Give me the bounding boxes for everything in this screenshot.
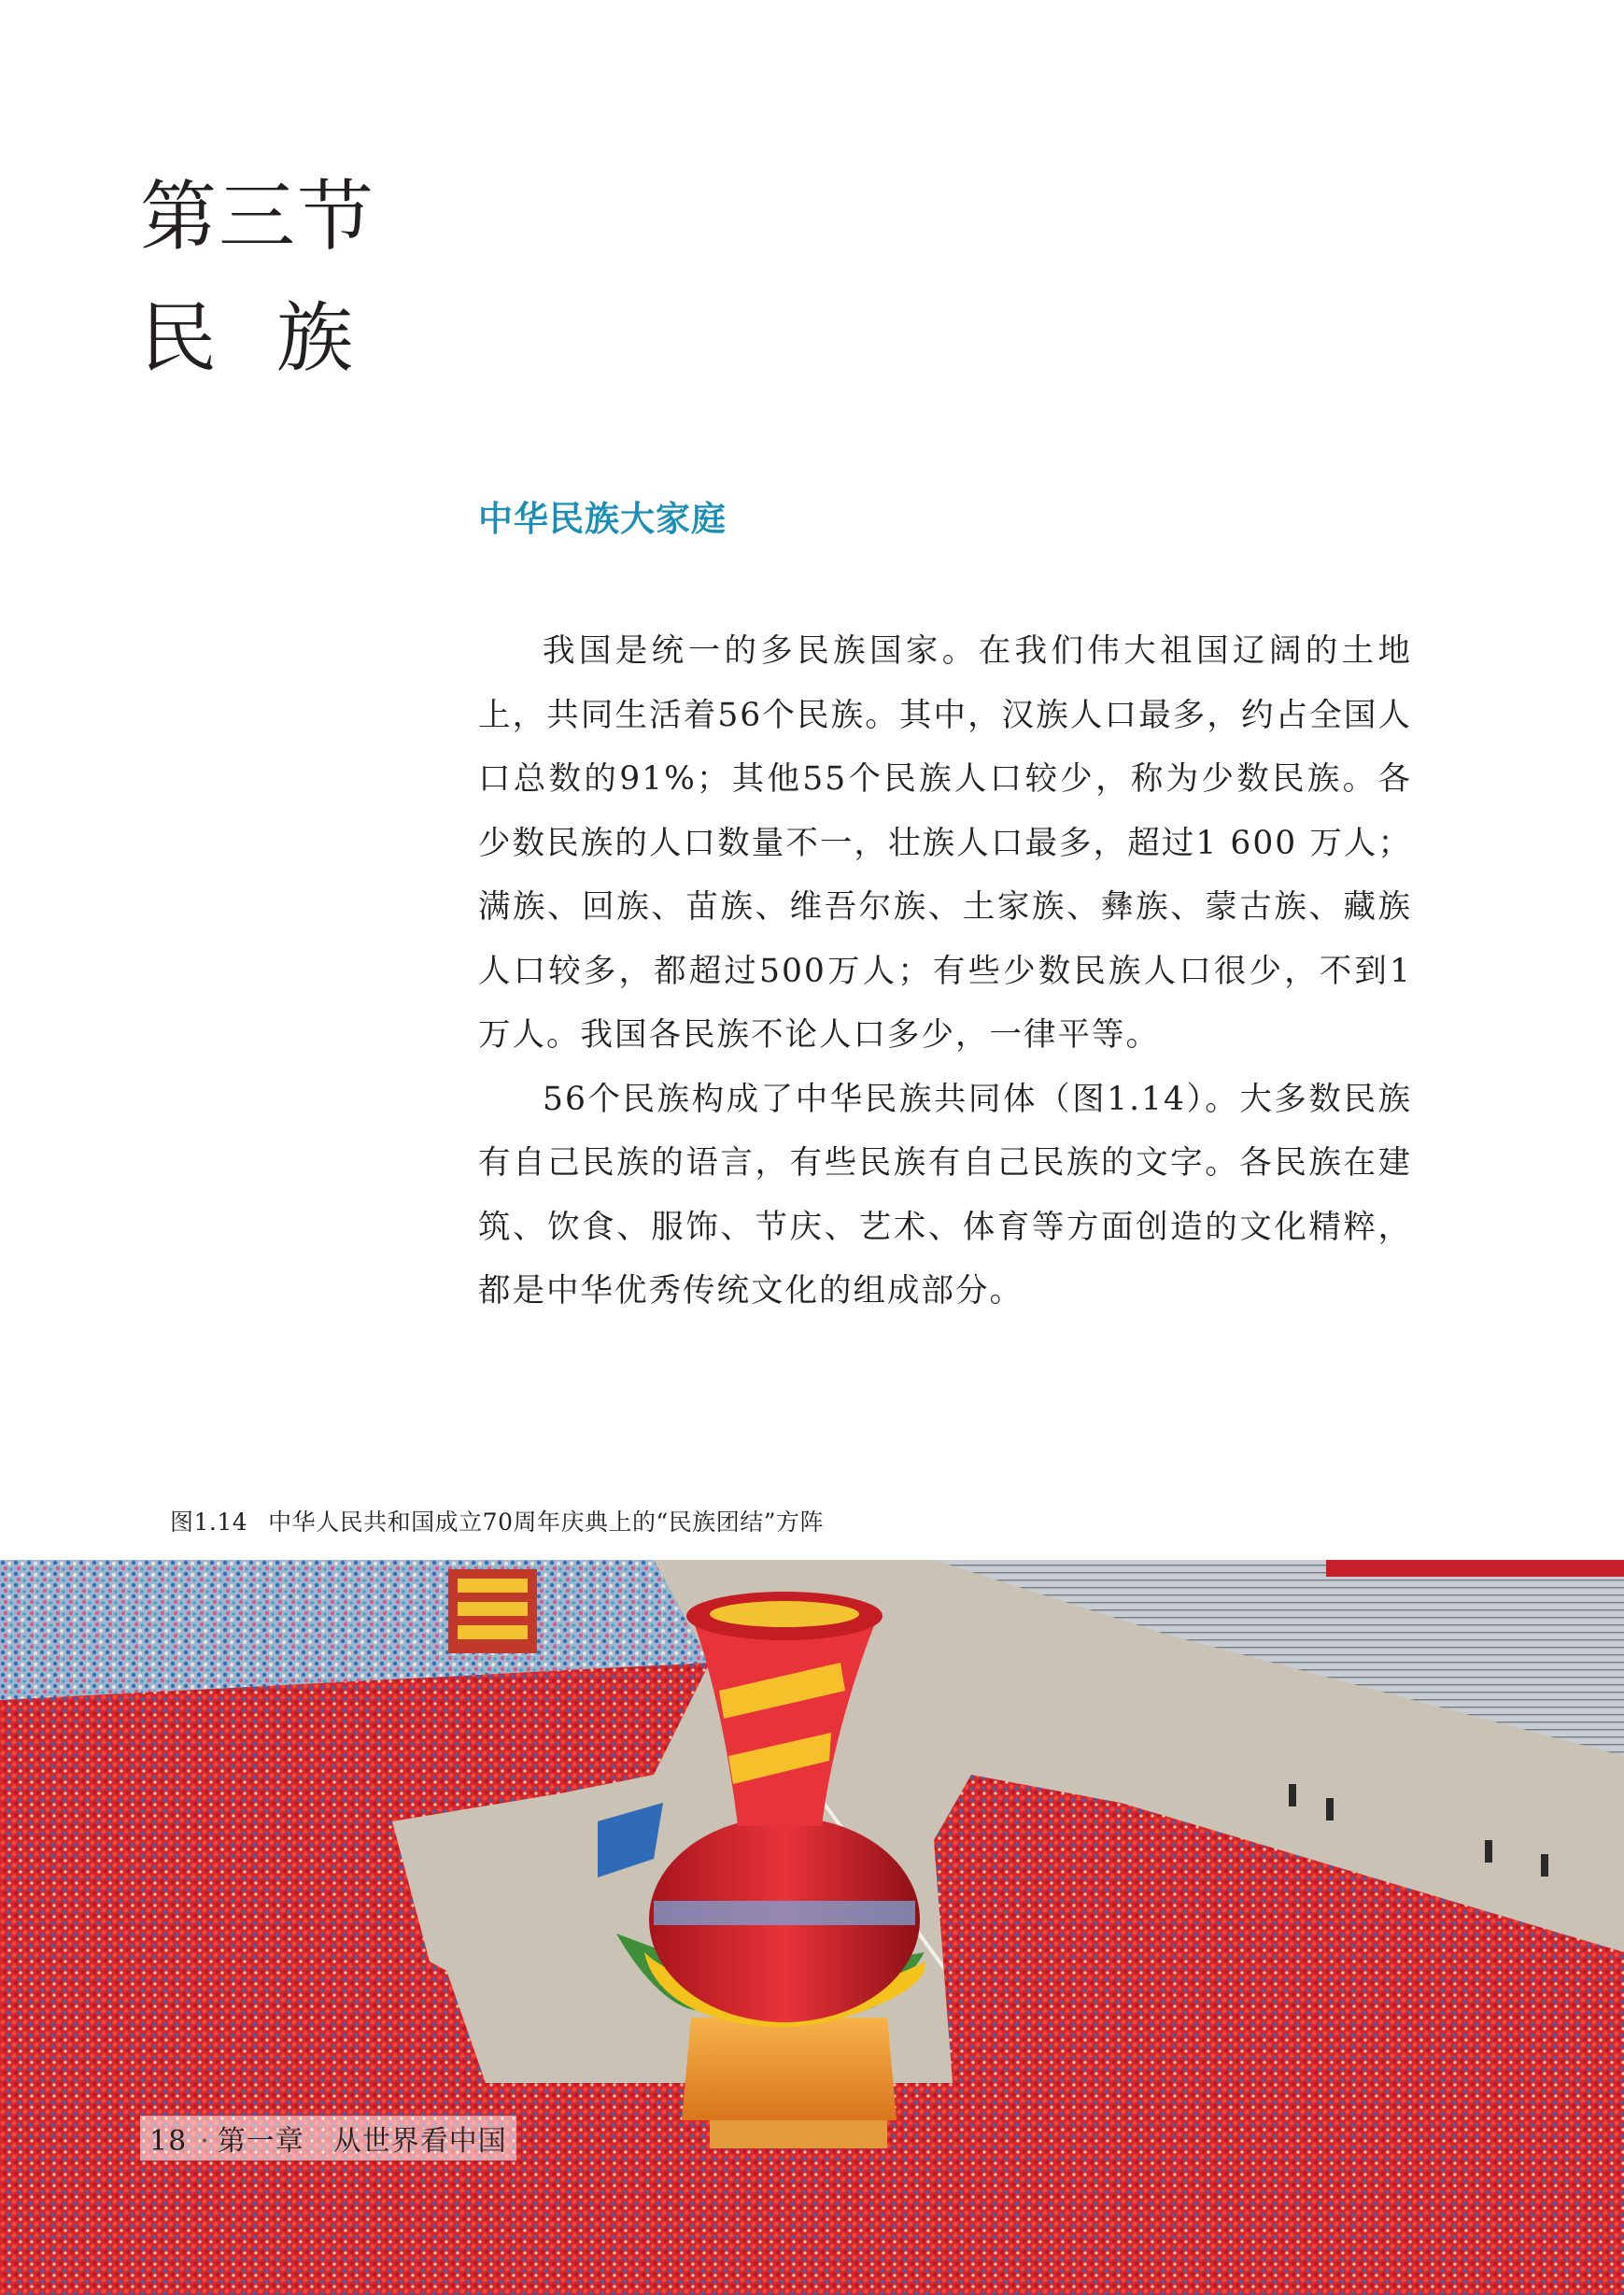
page-footer <box>140 2116 516 2160</box>
page-number: 18 <box>149 2125 188 2158</box>
subheading: 中华民族大家庭 <box>478 499 727 539</box>
figure-caption <box>170 1504 824 1537</box>
body-text <box>478 619 1412 1324</box>
chapter-title: 第一章 从世界看中国 <box>217 2125 507 2158</box>
section-title <box>140 157 413 400</box>
section-number: 第三节 <box>140 173 376 262</box>
footer-separator: · <box>200 2125 210 2158</box>
section-name: 民族 <box>140 294 414 383</box>
parade-photo <box>0 1560 1624 2295</box>
figure-number: 图1.14 <box>170 1509 248 1536</box>
float-base <box>682 2018 897 2120</box>
paragraph: 我国是统一的多民族国家。在我们伟大祖国辽阔的土地上，共同生活着56个民族。其中，汉族人口最多，约占全国人口总数的91%；其他55个民族人口较少，称为少数民族。各少数民族的人口数量不一，壮族人口最多，超过1 600 万人；满族、回族、苗族、维吾尔族、土家族、彝族、蒙古族、藏族人口较多，都超过500万人；有些少数民族人口很少，不到1万人。我国各民族不论人口多少，一律平等。 <box>478 632 1412 1054</box>
paragraph: 56个民族构成了中华民族共同体（图1.14）。大多数民族有自己民族的语言，有些民族有自己民族的文字。各民族在建筑、饮食、服饰、节庆、艺术、体育等方面创造的文化精粹，都是中华优秀传统文化的组成部分。 <box>478 1080 1412 1310</box>
figure-caption-text: 中华人民共和国成立70周年庆典上的“民族团结”方阵 <box>268 1509 825 1536</box>
